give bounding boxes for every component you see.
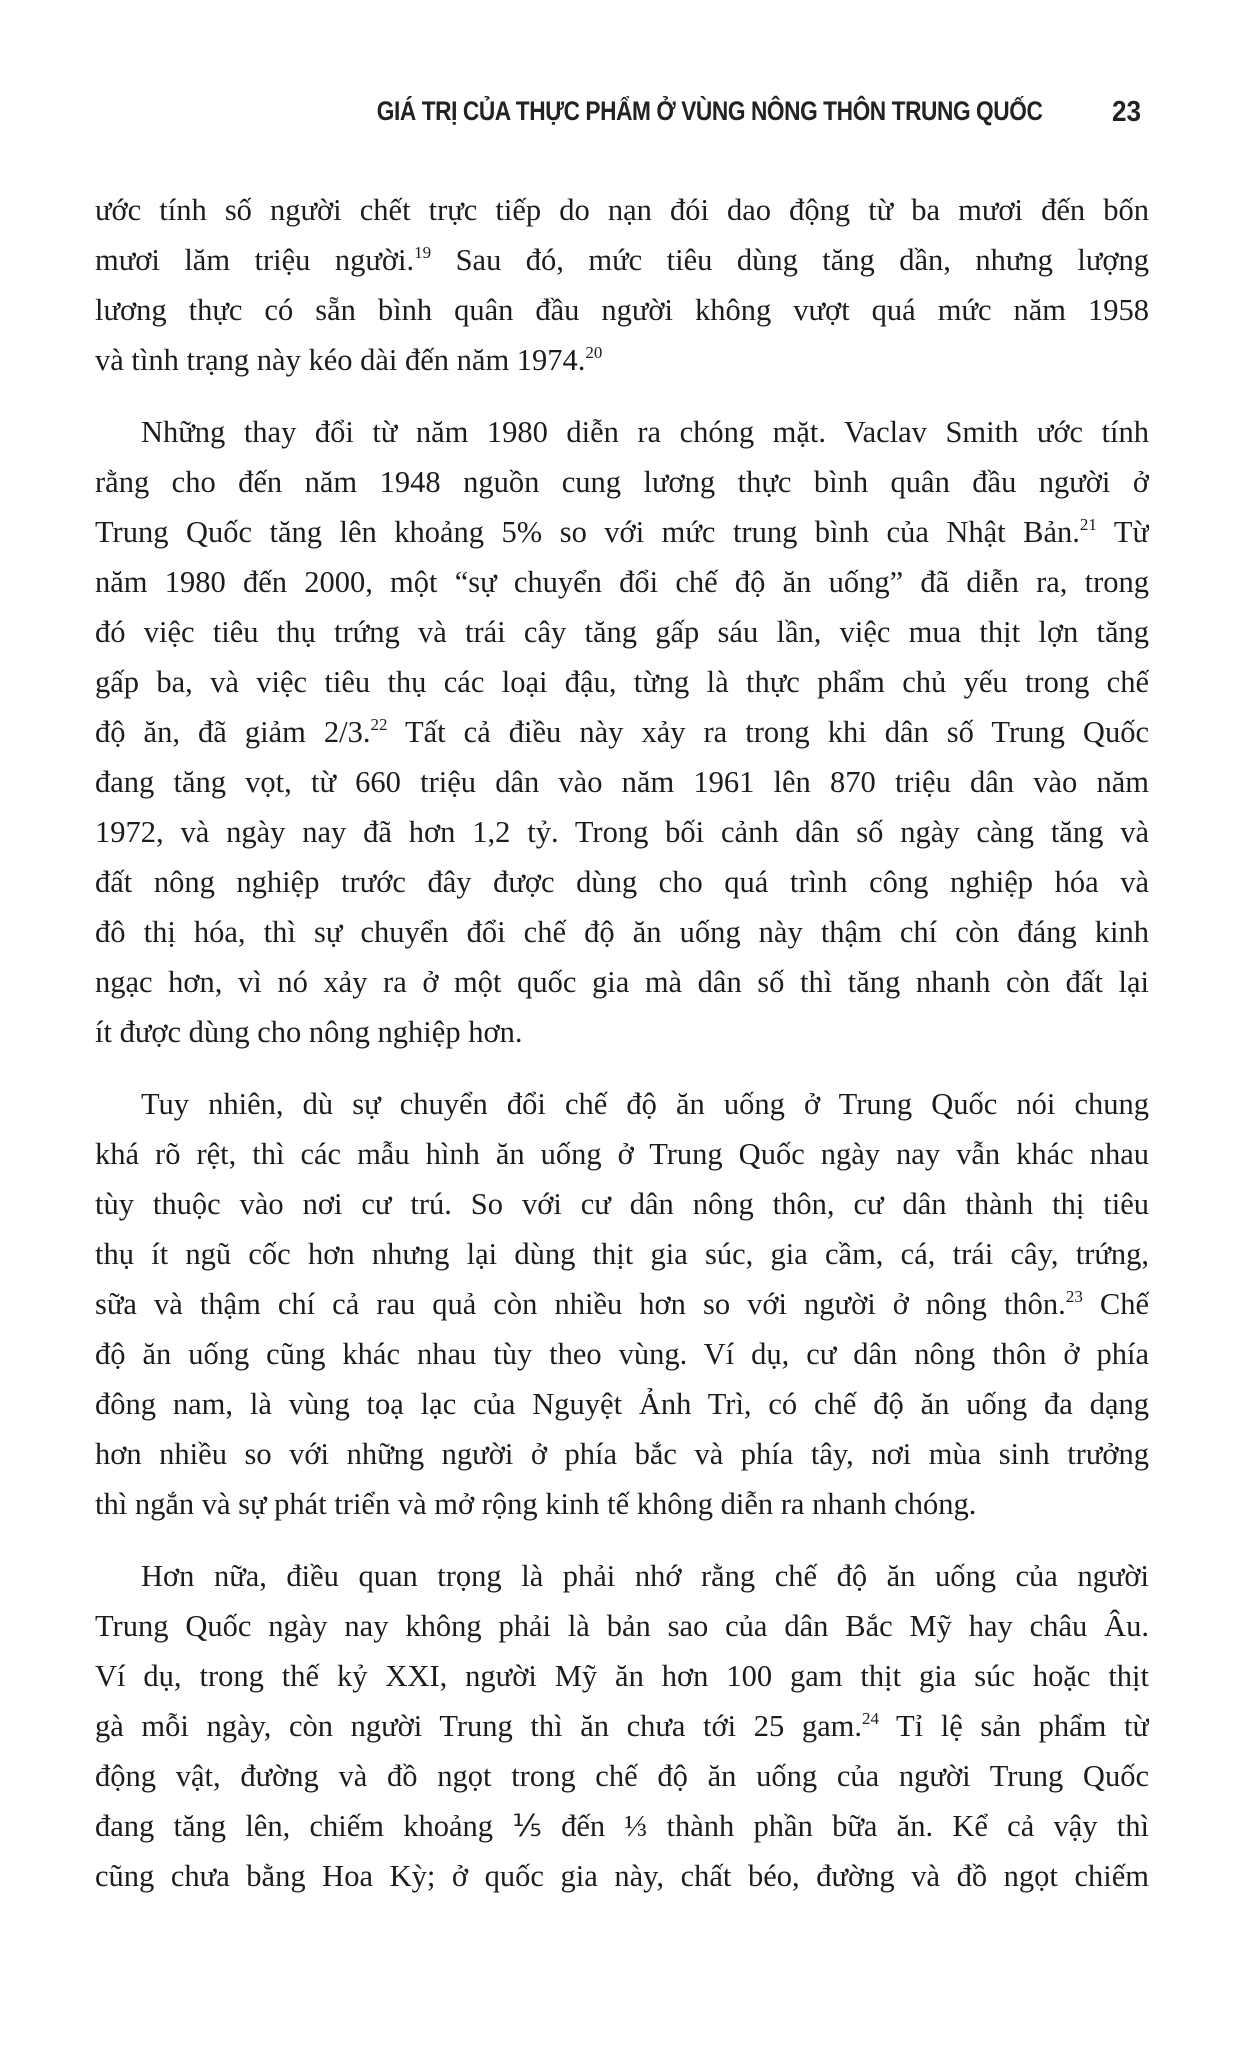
- page-number: 23: [1112, 96, 1142, 128]
- text-segment: tùy thuộc vào nơi cư trú. So với cư dân nông thôn, cư dân thành thị tiêu: [95, 1187, 1149, 1221]
- running-header-title: GIÁ TRỊ CỦA THỰC PHẨM Ở VÙNG NÔNG THÔN TRUNG QUỐC: [376, 96, 1042, 126]
- paragraph: [95, 1551, 1149, 1901]
- text-segment: đô thị hóa, thì sự chuyển đổi chế độ ăn uống này thậm chí còn đáng kinh: [95, 915, 1149, 949]
- text-segment: hơn nhiều so với những người ở phía bắc và phía tây, nơi mùa sinh trưởng: [95, 1437, 1149, 1471]
- footnote-reference: 22: [370, 715, 388, 734]
- text-line: [95, 1279, 1149, 1329]
- text-segment: cũng chưa bằng Hoa Kỳ; ở quốc gia này, chất béo, đường và đồ ngọt chiếm: [95, 1859, 1149, 1893]
- text-segment: sữa và thậm chí cả rau quả còn nhiều hơn so với người ở nông thôn.: [95, 1287, 1066, 1321]
- text-segment: đó việc tiêu thụ trứng và trái cây tăng gấp sáu lần, việc mua thịt lợn tăng: [95, 615, 1149, 649]
- text-segment: Hơn nữa, điều quan trọng là phải nhớ rằng chế độ ăn uống của người: [141, 1559, 1149, 1593]
- text-segment: động vật, đường và đồ ngọt trong chế độ ăn uống của người Trung Quốc: [95, 1759, 1149, 1793]
- text-segment: ít được dùng cho nông nghiệp hơn.: [95, 1015, 523, 1049]
- text-segment: Tất cả điều này xảy ra trong khi dân số Trung Quốc: [387, 715, 1149, 749]
- text-segment: Những thay đổi từ năm 1980 diễn ra chóng mặt. Vaclav Smith ước tính: [141, 415, 1149, 449]
- text-line: [95, 1479, 1149, 1529]
- text-line: [95, 1329, 1149, 1379]
- text-segment: Sau đó, mức tiêu dùng tăng dần, nhưng lượng: [431, 243, 1149, 277]
- text-line: [95, 1007, 1149, 1057]
- text-line: [95, 957, 1149, 1007]
- text-segment: Tuy nhiên, dù sự chuyển đổi chế độ ăn uống ở Trung Quốc nói chung: [141, 1087, 1149, 1121]
- footnote-reference: 24: [861, 1709, 879, 1728]
- text-line: [95, 707, 1149, 757]
- text-segment: đang tăng lên, chiếm khoảng ⅕ đến ⅓ thành phần bữa ăn. Kể cả vậy thì: [95, 1809, 1149, 1843]
- footnote-reference: 23: [1065, 1287, 1083, 1306]
- text-line: [95, 1601, 1149, 1651]
- text-line: [95, 185, 1149, 235]
- text-segment: năm 1980 đến 2000, một “sự chuyển đổi chế độ ăn uống” đã diễn ra, trong: [95, 565, 1149, 599]
- text-line: [95, 857, 1149, 907]
- text-segment: Tỉ lệ sản phẩm từ: [878, 1709, 1149, 1743]
- text-segment: thụ ít ngũ cốc hơn nhưng lại dùng thịt gia súc, gia cầm, cá, trái cây, trứng,: [95, 1237, 1149, 1271]
- text-line: [95, 507, 1149, 557]
- text-segment: 1972, và ngày nay đã hơn 1,2 tỷ. Trong bối cảnh dân số ngày càng tăng và: [95, 815, 1149, 849]
- text-line: [95, 235, 1149, 285]
- text-segment: gà mỗi ngày, còn người Trung thì ăn chưa tới 25 gam.: [95, 1709, 862, 1743]
- footnote-reference: 21: [1079, 515, 1097, 534]
- paragraph: [95, 1079, 1149, 1529]
- text-segment: ước tính số người chết trực tiếp do nạn đói dao động từ ba mươi đến bốn: [95, 193, 1149, 227]
- text-segment: mươi lăm triệu người.: [95, 243, 415, 277]
- paragraph: [95, 185, 1149, 385]
- body-text: [95, 185, 1149, 1923]
- paragraph: [95, 407, 1149, 1057]
- text-line: [95, 285, 1149, 335]
- text-segment: Trung Quốc tăng lên khoảng 5% so với mức trung bình của Nhật Bản.: [95, 515, 1080, 549]
- text-line: [95, 1551, 1149, 1601]
- text-line: [95, 1379, 1149, 1429]
- text-line: [95, 807, 1149, 857]
- text-line: [95, 1801, 1149, 1851]
- text-line: [95, 757, 1149, 807]
- text-line: [95, 1701, 1149, 1751]
- text-line: [95, 335, 1149, 385]
- text-segment: đất nông nghiệp trước đây được dùng cho quá trình công nghiệp hóa và: [95, 865, 1149, 899]
- text-segment: khá rõ rệt, thì các mẫu hình ăn uống ở Trung Quốc ngày nay vẫn khác nhau: [95, 1137, 1149, 1171]
- text-segment: độ ăn uống cũng khác nhau tùy theo vùng. Ví dụ, cư dân nông thôn ở phía: [95, 1337, 1149, 1371]
- footnote-reference: 20: [585, 343, 603, 362]
- text-line: [95, 1751, 1149, 1801]
- text-line: [95, 1179, 1149, 1229]
- text-segment: đang tăng vọt, từ 660 triệu dân vào năm 1961 lên 870 triệu dân vào năm: [95, 765, 1149, 799]
- text-line: [95, 557, 1149, 607]
- text-segment: và tình trạng này kéo dài đến năm 1974.: [95, 343, 586, 377]
- text-segment: độ ăn, đã giảm 2/3.: [95, 715, 371, 749]
- text-line: [95, 607, 1149, 657]
- text-line: [95, 407, 1149, 457]
- text-line: [95, 1229, 1149, 1279]
- text-segment: Từ: [1096, 515, 1149, 549]
- text-line: [95, 1429, 1149, 1479]
- text-line: [95, 1851, 1149, 1901]
- text-line: [95, 1079, 1149, 1129]
- text-line: [95, 1651, 1149, 1701]
- text-segment: lương thực có sẵn bình quân đầu người không vượt quá mức năm 1958: [95, 293, 1149, 327]
- text-segment: đông nam, là vùng toạ lạc của Nguyệt Ảnh Trì, có chế độ ăn uống đa dạng: [95, 1387, 1149, 1421]
- text-segment: thì ngắn và sự phát triển và mở rộng kinh tế không diễn ra nhanh chóng.: [95, 1487, 977, 1521]
- text-segment: Chế: [1082, 1287, 1149, 1321]
- text-segment: ngạc hơn, vì nó xảy ra ở một quốc gia mà dân số thì tăng nhanh còn đất lại: [95, 965, 1149, 999]
- text-segment: gấp ba, và việc tiêu thụ các loại đậu, từng là thực phẩm chủ yếu trong chế: [95, 665, 1149, 699]
- text-line: [95, 657, 1149, 707]
- text-segment: Ví dụ, trong thế kỷ XXI, người Mỹ ăn hơn 100 gam thịt gia súc hoặc thịt: [95, 1659, 1149, 1693]
- text-segment: rằng cho đến năm 1948 nguồn cung lương thực bình quân đầu người ở: [95, 465, 1149, 499]
- text-line: [95, 907, 1149, 957]
- footnote-reference: 19: [414, 243, 432, 262]
- text-segment: Trung Quốc ngày nay không phải là bản sao của dân Bắc Mỹ hay châu Âu.: [95, 1609, 1149, 1643]
- text-line: [95, 457, 1149, 507]
- text-line: [95, 1129, 1149, 1179]
